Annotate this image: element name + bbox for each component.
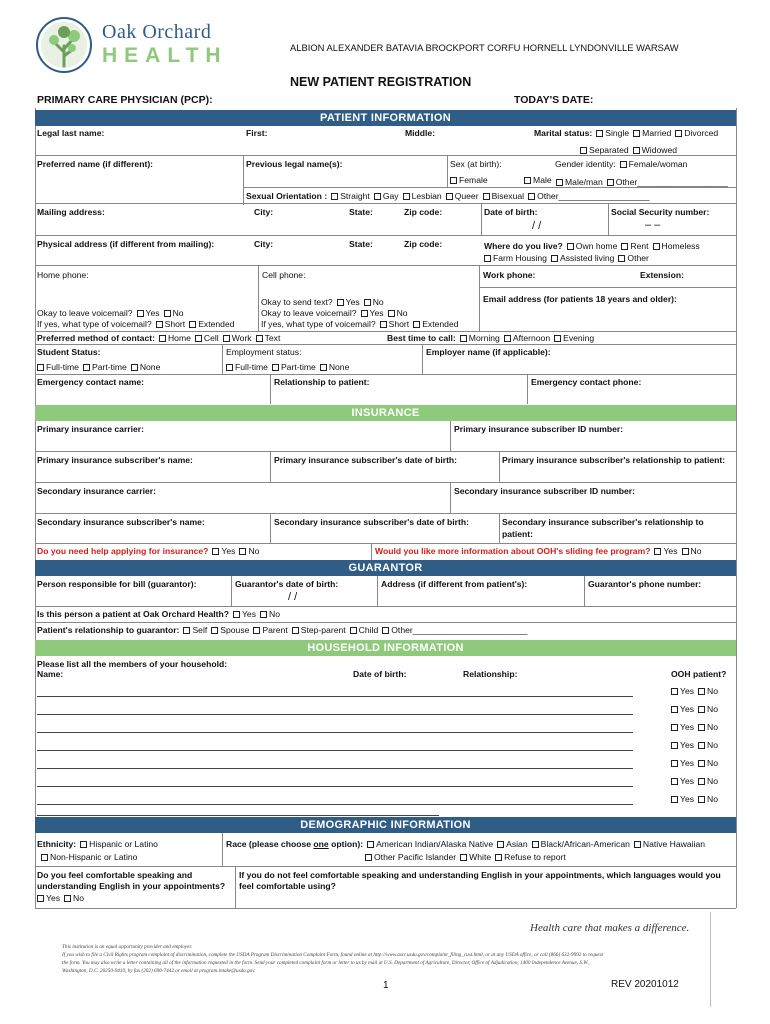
- marital-status-group-2: [576, 145, 677, 155]
- contact-home-checkbox[interactable]: [159, 335, 166, 342]
- sliding-fee-yes-checkbox[interactable]: [654, 548, 661, 555]
- voicemail-type-label: If yes, what type of voicemail?: [37, 319, 152, 329]
- languages-question: If you do not feel comfortable speaking and understanding English in your appointments, which languages would you: [239, 870, 721, 880]
- best-time-label: Best time to call:: [387, 333, 456, 343]
- ooh-no-checkbox[interactable]: [698, 688, 705, 695]
- state-label: State:: [349, 207, 373, 217]
- ooh-no-checkbox[interactable]: [698, 742, 705, 749]
- sliding-fee-no-label: No: [690, 546, 702, 556]
- guarantor-phone-label: Guarantor's phone number:: [588, 579, 702, 589]
- work-phone-label: Work phone:: [483, 270, 536, 280]
- household-row-line[interactable]: [37, 696, 633, 697]
- employment-status-options: [222, 362, 349, 372]
- race-label-one: one: [313, 839, 329, 849]
- ooh-no-label: No: [707, 722, 719, 732]
- help-applying-yes-label: Yes: [221, 546, 236, 556]
- help-applying-no-label: No: [248, 546, 260, 556]
- race-group: [226, 839, 705, 849]
- cell-voicemail-yes-label: Yes: [369, 308, 384, 318]
- contact-home-label: Home: [167, 333, 191, 343]
- single-checkbox[interactable]: [596, 130, 603, 137]
- emergency-contact-name-label: Emergency contact name:: [37, 377, 144, 387]
- oak-tree-logo-icon: [34, 16, 94, 74]
- self-checkbox[interactable]: [183, 627, 190, 634]
- email-label: Email address (for patients 18 years and older):: [483, 294, 677, 304]
- separated-label: Separated: [589, 145, 629, 155]
- afternoon-label: Afternoon: [512, 333, 551, 343]
- divorced-checkbox[interactable]: [675, 130, 682, 137]
- contact-text-label: Text: [264, 333, 281, 343]
- footer-complaint-3: Washington, D.C. 20250-9410, by fax (202) 690-7442 or email at program.intake@usda.gov.: [62, 968, 256, 974]
- male-man-checkbox[interactable]: [556, 179, 563, 186]
- widowed-label: Widowed: [641, 145, 678, 155]
- cell-voicemail-question: [261, 308, 408, 318]
- previous-names-label: Previous legal name(s):: [246, 159, 343, 169]
- student-status-options: [33, 362, 160, 372]
- cell-short-label: Short: [388, 319, 410, 329]
- english-comfort-label: Do you feel comfortable speaking and: [37, 870, 193, 880]
- employment-none-label: None: [328, 362, 350, 372]
- ooh-yes-label: Yes: [680, 704, 695, 714]
- cell-extended-checkbox[interactable]: [413, 321, 420, 328]
- household-ooh-options: [667, 686, 718, 696]
- queer-checkbox[interactable]: [446, 193, 453, 200]
- sliding-fee-no-checkbox[interactable]: [682, 548, 689, 555]
- student-part-time-label: Part-time: [91, 362, 127, 372]
- gay-label: Gay: [382, 191, 399, 201]
- guarantor-patient-yes-checkbox[interactable]: [233, 611, 240, 618]
- state-label-2: State:: [349, 239, 373, 249]
- ooh-no-checkbox[interactable]: [698, 706, 705, 713]
- household-ooh-options: [667, 722, 718, 732]
- footer-complaint-2: the form. You may also write a letter containing all of the information requested in the form. Send your completed complaint form or letter to us by mail at U.S. Department of Agriculture, Director, Office of Adjudication, 1400 Independence Avenue, S.W.,: [62, 960, 590, 966]
- sliding-fee-yes-label: Yes: [663, 546, 678, 556]
- hispanic-checkbox[interactable]: [80, 841, 87, 848]
- physical-address-label: Physical address (if different from mailing):: [37, 239, 215, 249]
- refuse-checkbox[interactable]: [495, 854, 502, 861]
- form-title: NEW PATIENT REGISTRATION: [290, 75, 472, 89]
- sex-at-birth-label: Sex (at birth):: [450, 159, 502, 169]
- first-name-label: First:: [246, 128, 268, 138]
- guarantor-dob-slashes: / /: [288, 591, 298, 603]
- asian-label: Asian: [506, 839, 528, 849]
- cell-voicemail-no-checkbox[interactable]: [388, 310, 395, 317]
- help-applying-yes-checkbox[interactable]: [212, 548, 219, 555]
- secondary-subscriber-name-label: Secondary insurance subscriber's name:: [37, 517, 205, 527]
- ethnicity-label: Ethnicity:: [37, 839, 77, 849]
- zip-code-label-2: Zip code:: [404, 239, 443, 249]
- cell-phone-label: Cell phone:: [262, 270, 306, 280]
- spouse-checkbox[interactable]: [211, 627, 218, 634]
- ooh-yes-checkbox[interactable]: [671, 760, 678, 767]
- ooh-yes-label: Yes: [680, 794, 695, 804]
- household-row-line[interactable]: [37, 750, 633, 751]
- child-checkbox[interactable]: [350, 627, 357, 634]
- secondary-carrier-label: Secondary insurance carrier:: [37, 486, 156, 496]
- guarantor-patient-no-label: No: [269, 609, 281, 619]
- text-yes-label: Yes: [345, 297, 360, 307]
- ooh-yes-label: Yes: [680, 776, 695, 786]
- ooh-no-label: No: [707, 740, 719, 750]
- afternoon-checkbox[interactable]: [504, 335, 511, 342]
- patient-information-header: PATIENT INFORMATION: [35, 110, 736, 126]
- sexual-orientation-group: [246, 191, 649, 201]
- assisted-living-checkbox[interactable]: [551, 255, 558, 262]
- farm-housing-checkbox[interactable]: [484, 255, 491, 262]
- ooh-yes-label: Yes: [680, 740, 695, 750]
- ooh-yes-checkbox[interactable]: [671, 796, 678, 803]
- separated-checkbox[interactable]: [580, 147, 587, 154]
- ooh-no-checkbox[interactable]: [698, 796, 705, 803]
- guarantor-other-checkbox[interactable]: [382, 627, 389, 634]
- marital-status-label: Marital status:: [534, 128, 593, 138]
- voicemail-extended-checkbox[interactable]: [189, 321, 196, 328]
- secondary-subscriber-relationship-label: Secondary insurance subscriber's relationship to: [502, 517, 704, 527]
- ooh-no-checkbox[interactable]: [698, 724, 705, 731]
- rent-label: Rent: [630, 241, 649, 251]
- sliding-fee-question: [375, 546, 702, 556]
- female-checkbox[interactable]: [450, 177, 457, 184]
- ooh-yes-checkbox[interactable]: [671, 688, 678, 695]
- guarantor-relationship-label: Patient's relationship to guarantor:: [37, 625, 180, 635]
- hispanic-label: Hispanic or Latino: [89, 839, 158, 849]
- student-none-checkbox[interactable]: [131, 364, 138, 371]
- employment-part-time-checkbox[interactable]: [272, 364, 279, 371]
- where-live-label: Where do you live?: [484, 241, 563, 251]
- ooh-no-label: No: [707, 704, 719, 714]
- orientation-other-label: Other___________________: [537, 191, 650, 201]
- cell-voicemail-label: Okay to leave voicemail?: [261, 308, 357, 318]
- legal-last-name-label: Legal last name:: [37, 128, 105, 138]
- primary-subscriber-name-label: Primary insurance subscriber's name:: [37, 455, 193, 465]
- insurance-header: INSURANCE: [35, 405, 736, 421]
- employment-full-time-label: Full-time: [235, 362, 268, 372]
- ooh-yes-label: Yes: [680, 722, 695, 732]
- evening-checkbox[interactable]: [554, 335, 561, 342]
- bisexual-label: Bisexual: [491, 191, 525, 201]
- step-parent-label: Step-parent: [300, 625, 346, 635]
- tagline: Health care that makes a difference.: [530, 922, 690, 934]
- contact-work-checkbox[interactable]: [223, 335, 230, 342]
- american-indian-checkbox[interactable]: [367, 841, 374, 848]
- female-woman-checkbox[interactable]: [620, 161, 627, 168]
- english-yes-label: Yes: [46, 893, 61, 903]
- ssn-label: Social Security number:: [611, 207, 710, 217]
- rent-checkbox[interactable]: [621, 243, 628, 250]
- gender-identity-label: Gender identity:: [555, 159, 616, 169]
- household-row-line[interactable]: [37, 786, 633, 787]
- ooh-no-label: No: [707, 758, 719, 768]
- straight-checkbox[interactable]: [331, 193, 338, 200]
- race-label: Race (please choose: [226, 839, 312, 849]
- sliding-fee-label: Would you like more information about OOH's sliding fee program?: [375, 546, 651, 556]
- preferred-contact-label: Preferred method of contact:: [37, 333, 155, 343]
- sex-options: [446, 175, 552, 185]
- household-ooh-options: [667, 758, 718, 768]
- gender-other-checkbox[interactable]: [607, 179, 614, 186]
- pcp-label: PRIMARY CARE PHYSICIAN (PCP):: [37, 94, 213, 106]
- student-full-time-checkbox[interactable]: [37, 364, 44, 371]
- self-label: Self: [192, 625, 208, 635]
- student-part-time-checkbox[interactable]: [83, 364, 90, 371]
- voicemail-yes-label: Yes: [145, 308, 160, 318]
- household-header: HOUSEHOLD INFORMATION: [35, 640, 736, 656]
- text-question: [261, 297, 384, 307]
- homeless-label: Homeless: [661, 241, 700, 251]
- footer-equal-opportunity: This institution is an equal opportunity provider and employer.: [62, 944, 193, 950]
- hawaiian-checkbox[interactable]: [634, 841, 641, 848]
- mailing-address-label: Mailing address:: [37, 207, 105, 217]
- student-none-label: None: [139, 362, 161, 372]
- single-label: Single: [605, 128, 630, 138]
- extension-label: Extension:: [640, 270, 684, 280]
- guarantor-relationship-question: [37, 625, 527, 635]
- male-label: Male: [533, 175, 552, 185]
- ooh-yes-checkbox[interactable]: [671, 778, 678, 785]
- ooh-yes-label: Yes: [680, 758, 695, 768]
- sexual-orientation-label: Sexual Orientation :: [246, 191, 328, 201]
- ooh-yes-checkbox[interactable]: [671, 724, 678, 731]
- ooh-patient-label: OOH patient?: [671, 669, 727, 679]
- guarantor-other-label: Other________________________: [391, 625, 528, 635]
- student-status-label: Student Status:: [37, 347, 101, 357]
- primary-carrier-label: Primary insurance carrier:: [37, 424, 145, 434]
- own-home-checkbox[interactable]: [567, 243, 574, 250]
- race-label-option: option):: [331, 839, 364, 849]
- orientation-other-checkbox[interactable]: [528, 193, 535, 200]
- voicemail-extended-label: Extended: [198, 319, 235, 329]
- primary-subscriber-dob-label: Primary insurance subscriber's date of birth:: [274, 455, 458, 465]
- male-checkbox[interactable]: [524, 177, 531, 184]
- household-name-label: Name:: [37, 669, 64, 679]
- contact-cell-checkbox[interactable]: [195, 335, 202, 342]
- voicemail-no-label: No: [172, 308, 184, 318]
- cell-voicemail-no-label: No: [396, 308, 408, 318]
- gender-identity-group: [555, 159, 687, 169]
- text-no-checkbox[interactable]: [364, 299, 371, 306]
- guarantor-patient-yes-label: Yes: [241, 609, 257, 619]
- straight-label: Straight: [340, 191, 370, 201]
- own-home-label: Own home: [575, 241, 618, 251]
- send-text-label: Okay to send text?: [261, 297, 333, 307]
- ooh-no-label: No: [707, 686, 719, 696]
- white-label: White: [469, 852, 492, 862]
- homeless-checkbox[interactable]: [653, 243, 660, 250]
- living-other-label: Other: [627, 253, 649, 263]
- where-live-group: [484, 241, 700, 251]
- logo: [34, 16, 254, 74]
- city-label: City:: [254, 207, 274, 217]
- queer-label: Queer: [454, 191, 479, 201]
- contact-cell-label: Cell: [203, 333, 219, 343]
- assisted-living-label: Assisted living: [559, 253, 615, 263]
- household-row-line[interactable]: [37, 815, 439, 816]
- english-comfort-options: [33, 893, 84, 903]
- guarantor-responsible-label: Person responsible for bill (guarantor):: [37, 579, 197, 589]
- household-row-line[interactable]: [37, 804, 633, 805]
- black-label: Black/African-American: [540, 839, 630, 849]
- bisexual-checkbox[interactable]: [483, 193, 490, 200]
- lesbian-label: Lesbian: [411, 191, 442, 201]
- gender-other-label: Other___________________: [615, 177, 729, 187]
- emergency-contact-phone-label: Emergency contact phone:: [531, 377, 642, 387]
- voicemail-no-checkbox[interactable]: [164, 310, 171, 317]
- household-row-line[interactable]: [37, 768, 633, 769]
- voicemail-type-question: [37, 319, 235, 329]
- secondary-id-label: Secondary insurance subscriber ID number:: [454, 486, 636, 496]
- student-full-time-label: Full-time: [46, 362, 79, 372]
- home-phone-label: Home phone:: [37, 270, 89, 280]
- gender-identity-group-2: [552, 177, 728, 187]
- household-ooh-options: [667, 740, 718, 750]
- married-label: Married: [642, 128, 672, 138]
- non-hispanic-checkbox[interactable]: [41, 854, 48, 861]
- help-applying-label: Do you need help applying for insurance?: [37, 546, 209, 556]
- relationship-to-patient-label: Relationship to patient:: [274, 377, 370, 387]
- refuse-label: Refuse to report: [504, 852, 566, 862]
- asian-checkbox[interactable]: [497, 841, 504, 848]
- best-time-group: [387, 333, 594, 343]
- preferred-name-label: Preferred name (if different):: [37, 159, 154, 169]
- help-applying-no-checkbox[interactable]: [239, 548, 246, 555]
- household-ooh-options: [667, 794, 718, 804]
- logo-name: Oak Orchard: [102, 21, 212, 43]
- guarantor-is-patient-question: [37, 609, 280, 619]
- white-checkbox[interactable]: [460, 854, 467, 861]
- household-ooh-options: [667, 776, 718, 786]
- ooh-yes-label: Yes: [680, 686, 695, 696]
- household-row-line[interactable]: [37, 732, 633, 733]
- farm-housing-label: Farm Housing: [493, 253, 547, 263]
- ooh-no-checkbox[interactable]: [698, 760, 705, 767]
- employer-name-label: Employer name (if applicable):: [426, 347, 551, 357]
- non-hispanic-label: Non-Hispanic or Latino: [50, 852, 138, 862]
- secondary-subscriber-relationship-label-2: patient:: [502, 529, 534, 539]
- child-label: Child: [358, 625, 379, 635]
- date-of-birth-label: Date of birth:: [484, 207, 538, 217]
- middle-name-label: Middle:: [405, 128, 436, 138]
- english-yes-checkbox[interactable]: [37, 895, 44, 902]
- american-indian-label: American Indian/Alaska Native: [376, 839, 494, 849]
- widowed-checkbox[interactable]: [633, 147, 640, 154]
- secondary-subscriber-dob-label: Secondary insurance subscriber's date of birth:: [274, 517, 469, 527]
- voicemail-ok-label: Okay to leave voicemail?: [37, 308, 133, 318]
- morning-checkbox[interactable]: [460, 335, 467, 342]
- logo-subtitle: HEALTH: [102, 44, 228, 67]
- text-no-label: No: [372, 297, 384, 307]
- female-woman-label: Female/woman: [628, 159, 688, 169]
- married-checkbox[interactable]: [633, 130, 640, 137]
- ooh-no-checkbox[interactable]: [698, 778, 705, 785]
- black-checkbox[interactable]: [532, 841, 539, 848]
- contact-text-checkbox[interactable]: [256, 335, 263, 342]
- guarantor-dob-label: Guarantor's date of birth:: [235, 579, 339, 589]
- english-no-checkbox[interactable]: [64, 895, 71, 902]
- guarantor-header: GUARANTOR: [35, 560, 736, 576]
- english-no-label: No: [73, 893, 85, 903]
- female-label: Female: [459, 175, 488, 185]
- spouse-label: Spouse: [220, 625, 250, 635]
- zip-code-label: Zip code:: [404, 207, 443, 217]
- text-yes-checkbox[interactable]: [337, 299, 344, 306]
- footer-complaint-1: If you wish to file a Civil Rights program complaint of discrimination, complete the USDA Program Discrimination Complaint Form, found online at http://www.ascr.usda.gov/complaint_filing_cust.html, or at any USDA office, or call (866) 632-9992 to request: [62, 952, 604, 958]
- gay-checkbox[interactable]: [374, 193, 381, 200]
- evening-label: Evening: [563, 333, 595, 343]
- page-number: 1: [383, 980, 389, 991]
- household-dob-label: Date of birth:: [353, 669, 407, 679]
- employment-part-time-label: Part-time: [280, 362, 316, 372]
- revision-number: REV 20201012: [611, 979, 679, 990]
- city-label-2: City:: [254, 239, 274, 249]
- cell-voicemail-type-label: If yes, what type of voicemail?: [261, 319, 376, 329]
- demographic-header: DEMOGRAPHIC INFORMATION: [35, 817, 736, 833]
- morning-label: Morning: [468, 333, 500, 343]
- voicemail-short-checkbox[interactable]: [156, 321, 163, 328]
- ooh-yes-checkbox[interactable]: [671, 706, 678, 713]
- lesbian-checkbox[interactable]: [403, 193, 410, 200]
- pacific-islander-checkbox[interactable]: [365, 854, 372, 861]
- cell-voicemail-type-question: [261, 319, 459, 329]
- voicemail-yes-checkbox[interactable]: [137, 310, 144, 317]
- marital-status-group: [534, 128, 718, 138]
- primary-subscriber-relationship-label: Primary insurance subscriber's relationship to patient:: [502, 455, 726, 465]
- race-group-2: [361, 852, 566, 862]
- divorced-label: Divorced: [684, 128, 719, 138]
- guarantor-patient-no-checkbox[interactable]: [260, 611, 267, 618]
- guarantor-address-label: Address (if different from patient's):: [381, 579, 528, 589]
- household-relationship-label: Relationship:: [463, 669, 518, 679]
- employment-none-checkbox[interactable]: [320, 364, 327, 371]
- where-live-group-2: [480, 253, 649, 263]
- location-list: ALBION ALEXANDER BATAVIA BROCKPORT CORFU HORNELL LYNDONVILLE WARSAW: [290, 42, 679, 53]
- ooh-no-label: No: [707, 794, 719, 804]
- employment-full-time-checkbox[interactable]: [226, 364, 233, 371]
- living-other-checkbox[interactable]: [618, 255, 625, 262]
- cell-extended-label: Extended: [422, 319, 459, 329]
- primary-id-label: Primary insurance subscriber ID number:: [454, 424, 624, 434]
- pacific-islander-label: Other Pacific Islander: [374, 852, 457, 862]
- help-applying-question: [37, 546, 259, 556]
- cell-short-checkbox[interactable]: [380, 321, 387, 328]
- todays-date-label: TODAY'S DATE:: [514, 94, 594, 106]
- ooh-no-label: No: [707, 776, 719, 786]
- employment-status-label: Employment status:: [226, 347, 302, 357]
- ethnicity-group: [37, 839, 158, 849]
- cell-voicemail-yes-checkbox[interactable]: [361, 310, 368, 317]
- household-row-line[interactable]: [37, 714, 633, 715]
- voicemail-question: [37, 308, 184, 318]
- dob-slashes: / /: [532, 220, 542, 232]
- ssn-dashes: – –: [645, 219, 661, 231]
- guarantor-is-patient-label: Is this person a patient at Oak Orchard Health?: [37, 609, 229, 619]
- contact-work-label: Work: [231, 333, 252, 343]
- parent-label: Parent: [262, 625, 288, 635]
- english-comfort-label-2: understanding English in your appointments?: [37, 881, 226, 891]
- parent-checkbox[interactable]: [253, 627, 260, 634]
- languages-question-2: feel comfortable using?: [239, 881, 336, 891]
- household-list-label: Please list all the members of your household:: [37, 659, 228, 669]
- ooh-yes-checkbox[interactable]: [671, 742, 678, 749]
- male-man-label: Male/man: [565, 177, 603, 187]
- preferred-contact-group: [37, 333, 280, 343]
- step-parent-checkbox[interactable]: [292, 627, 299, 634]
- voicemail-short-label: Short: [164, 319, 186, 329]
- hawaiian-label: Native Hawaiian: [642, 839, 706, 849]
- ethnicity-group-2: [37, 852, 137, 862]
- household-ooh-options: [667, 704, 718, 714]
